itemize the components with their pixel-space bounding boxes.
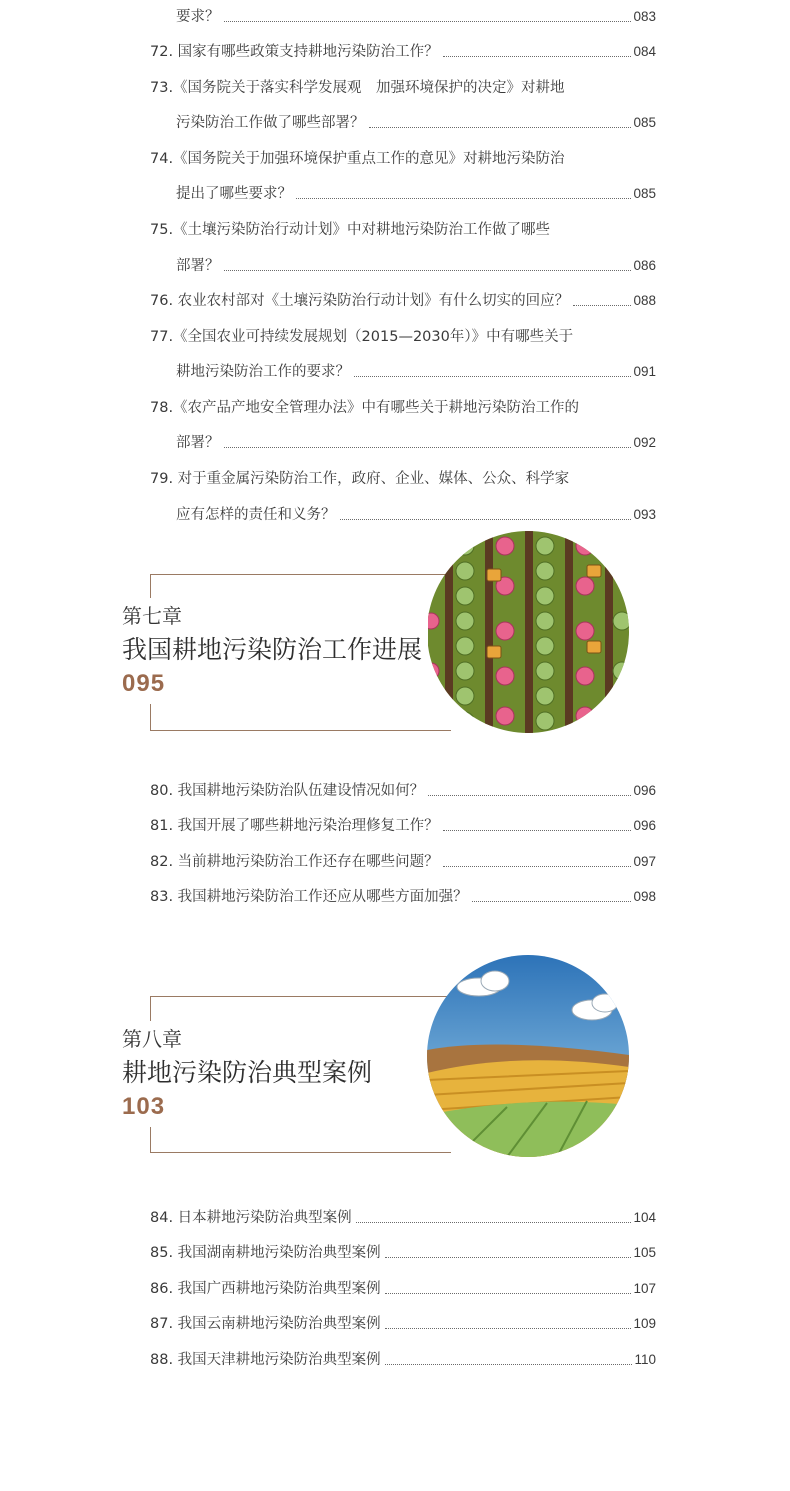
toc-entry-75-cont[interactable] [176,255,656,277]
toc-page-number: 096 [633,818,656,833]
leader-dots [369,127,632,128]
chapter7-heading[interactable] [122,598,428,704]
toc-page-number: 086 [633,258,656,273]
chapter-page-number: 103 [122,1093,166,1120]
chapter-title: 我国耕地污染防治工作进展 [122,635,423,664]
leader-dots [354,376,631,377]
chapter-label: 第八章 [122,1027,182,1051]
toc-entry-text: 75.《土壤污染防治行动计划》中对耕地污染防治工作做了哪些 [150,222,551,238]
toc-entry-80[interactable] [150,780,656,802]
toc-entry-text: 87. 我国云南耕地污染防治典型案例 [150,1316,381,1332]
toc-page-number: 093 [633,507,656,522]
leader-dots [224,270,632,271]
chapter8-heading[interactable] [122,1021,378,1127]
chapter7-illustration-farm-rows [427,531,629,733]
toc-entry-text: 84. 日本耕地污染防治典型案例 [150,1210,352,1226]
toc-entry-78-cont[interactable] [176,432,656,454]
toc-page-number: 104 [633,1210,656,1225]
leader-dots [356,1222,632,1223]
toc-entry-73[interactable] [150,77,565,99]
toc-page-number: 109 [633,1316,656,1331]
toc-entry-text: 部署？ [176,435,220,451]
leader-dots [340,519,632,520]
toc-entry-77[interactable] [150,326,573,348]
toc-entry-74[interactable] [150,148,565,170]
toc-entry-text: 78.《农产品产地安全管理办法》中有哪些关于耕地污染防治工作的 [150,400,580,416]
toc-entry-text: 83. 我国耕地污染防治工作还应从哪些方面加强？ [150,889,468,905]
toc-entry-text: 86. 我国广西耕地污染防治典型案例 [150,1281,381,1297]
leader-dots [385,1328,632,1329]
toc-entry-84[interactable] [150,1207,656,1229]
toc-entry-79[interactable] [150,468,569,490]
toc-entry-83[interactable] [150,886,656,908]
toc-page-number: 105 [633,1245,656,1260]
toc-entry-text: 85. 我国湖南耕地污染防治典型案例 [150,1245,381,1261]
chapter-page-number: 095 [122,670,166,697]
toc-entry-74-cont[interactable] [176,183,656,205]
toc-page-number: 088 [633,293,656,308]
toc-entry-78[interactable] [150,397,579,419]
toc-entry-75[interactable] [150,219,550,241]
toc-page-number: 083 [633,9,656,24]
chapter-label: 第七章 [122,604,182,628]
toc-entry-87[interactable] [150,1313,656,1335]
toc-page-number: 091 [633,364,656,379]
toc-entry-77-cont[interactable] [176,361,656,383]
leader-dots [472,901,632,902]
toc-entry-text: 77.《全国农业可持续发展规划（2015—2030年）》中有哪些关于 [150,329,574,345]
toc-page-number: 085 [633,186,656,201]
toc-page-number: 084 [633,44,656,59]
leader-dots [385,1257,632,1258]
toc-entry-text: 部署？ [176,258,220,274]
toc-entry-text: 74.《国务院关于加强环境保护重点工作的意见》对耕地污染防治 [150,151,565,167]
toc-entry-71-cont[interactable] [176,6,656,28]
toc-page-number: 092 [633,435,656,450]
toc-page-number: 085 [633,115,656,130]
toc-entry-85[interactable] [150,1242,656,1264]
toc-page-number: 107 [633,1281,656,1296]
toc-entry-text: 耕地污染防治工作的要求？ [176,364,350,380]
leader-dots [428,795,631,796]
toc-entry-82[interactable] [150,851,656,873]
toc-entry-text: 提出了哪些要求？ [176,186,292,202]
toc-entry-text: 81. 我国开展了哪些耕地污染治理修复工作？ [150,818,439,834]
toc-entry-73-cont[interactable] [176,112,656,134]
leader-dots [385,1364,633,1365]
toc-entry-text: 73.《国务院关于落实科学发展观 加强环境保护的决定》对耕地 [150,80,565,96]
toc-entry-72[interactable] [150,41,656,63]
chapter8-illustration-fields-landscape [427,955,629,1157]
toc-entry-text: 88. 我国天津耕地污染防治典型案例 [150,1352,381,1368]
toc-page-number: 110 [634,1352,656,1367]
landscape-image [427,955,629,1157]
toc-entry-text: 要求？ [176,9,220,25]
leader-dots [296,198,631,199]
toc-entry-88[interactable] [150,1349,656,1371]
chapter-title: 耕地污染防治典型案例 [122,1058,373,1087]
leader-dots [573,305,631,306]
leader-dots [443,830,632,831]
crop-field-image [427,531,629,733]
toc-page-number: 098 [633,889,656,904]
toc-entry-text: 应有怎样的责任和义务？ [176,507,336,523]
toc-entry-81[interactable] [150,815,656,837]
toc-entry-76[interactable] [150,290,656,312]
toc-entry-86[interactable] [150,1278,656,1300]
toc-entry-text: 76. 农业农村部对《土壤污染防治行动计划》有什么切实的回应？ [150,293,570,309]
toc-entry-text: 80. 我国耕地污染防治队伍建设情况如何？ [150,783,425,799]
toc-entry-text: 79. 对于重金属污染防治工作，政府、企业、媒体、公众、科学家 [150,471,570,487]
toc-entry-text: 污染防治工作做了哪些部署？ [176,115,365,131]
toc-entry-79-cont[interactable] [176,504,656,526]
leader-dots [224,447,632,448]
leader-dots [385,1293,632,1294]
toc-entry-text: 72. 国家有哪些政策支持耕地污染防治工作？ [150,44,439,60]
leader-dots [224,21,632,22]
toc-page-number: 096 [633,783,656,798]
toc-entry-text: 82. 当前耕地污染防治工作还存在哪些问题？ [150,854,439,870]
toc-page-number: 097 [633,854,656,869]
leader-dots [443,56,632,57]
leader-dots [443,866,632,867]
